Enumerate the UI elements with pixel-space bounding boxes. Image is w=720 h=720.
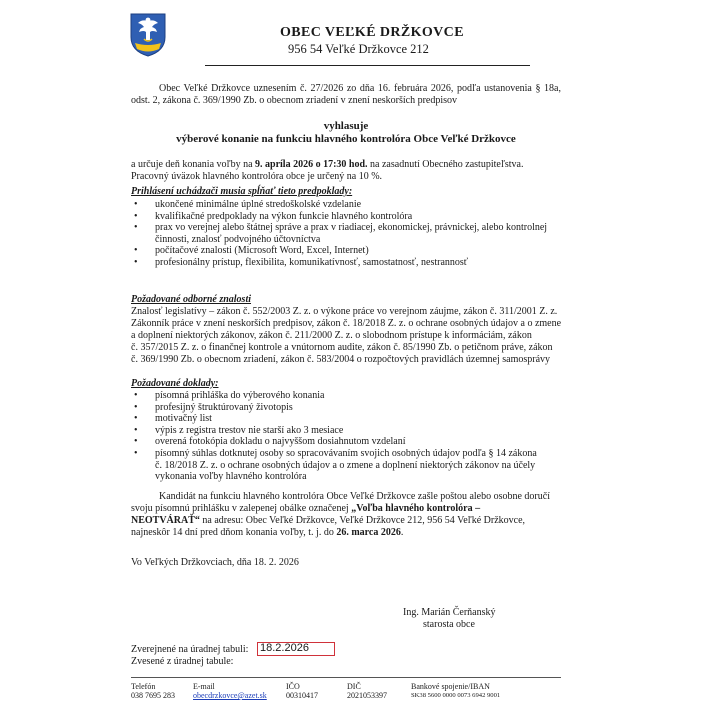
signatory-name: Ing. Marián Čerňanský [403, 607, 496, 618]
knowledge-line: č. 357/2015 Z. z. o finančnej kontrole a vnútornom audite, zákon č. 85/1990 Zb. o petičnom práve, zákon [131, 342, 553, 354]
posted-date-box [257, 642, 335, 656]
knowledge-paragraph [131, 306, 561, 366]
documents-title: Požadované doklady: [131, 378, 219, 389]
footer-phone: Telefón 038 7695 283 [131, 682, 175, 700]
header-divider [205, 65, 530, 66]
footer-bank: Bankové spojenie/IBAN SK38 5600 0000 0073 6942 9001 [411, 682, 501, 699]
list-item: • motivačný list [134, 413, 212, 425]
prerequisites-list [131, 199, 561, 269]
knowledge-line: a doplnení niektorých zákonov, zákon č. 211/2000 Z. z. o slobodnom prístupe k informáciám, zákon [131, 330, 532, 342]
list-item: • profesijný štruktúrovaný životopis [134, 401, 293, 413]
knowledge-line: č. 369/1990 Zb. o obecnom zriadení, zákon č. 583/2004 o rozpočtových pravidlách územnej samosprávy [131, 354, 551, 366]
footer-divider [131, 677, 561, 678]
submission-line: najneskôr 14 dní pred dňom konania voľby, t. j. do 26. marca 2026. [131, 527, 404, 539]
list-item: • písomný súhlas dotknutej osoby so spracovávaním svojich osobných údajov podľa § 14 zákona [134, 447, 537, 459]
list-item: • kvalifikačné predpoklady na výkon funkcie hlavného kontrolóra [134, 210, 413, 222]
list-item: • prax vo verejnej alebo štátnej správe a prax v riadiacej, ekonomickej, právnickej, alebo kontrolnej [134, 222, 548, 234]
election-date-paragraph [131, 159, 561, 183]
intro-paragraph: Obec Veľké Držkovce uznesením č. 27/2026 zo dňa 16. februára 2026, podľa ustanovenia § 18a, odst. 2, zákona č. 369/1990 Zb. o obecnom zriadení v znení neskorších predpisov [131, 83, 561, 107]
footer-email: E-mail obecdrzkovce@azet.sk [193, 682, 267, 700]
list-item: • profesionálny prístup, flexibilita, komunikatívnosť, samostatnosť, nestrannosť [134, 256, 469, 268]
date-post: na zasadnutí Obecného zastupiteľstva. [367, 159, 524, 170]
footer-ico: IČO 00310417 [286, 682, 318, 700]
list-item-continuation: činnosti, znalosť podvojného účtovníctva [155, 233, 321, 245]
list-item: • výpis z registra trestov nie starší ako 3 mesiace [134, 424, 344, 436]
coat-of-arms-icon [130, 13, 166, 57]
email-link[interactable]: obecdrzkovce@azet.sk [193, 691, 267, 700]
prerequisites-title: Prihlásení uchádzači musia spĺňať tieto predpoklady: [131, 186, 353, 197]
election-date: 9. apríla 2026 o 17:30 hod. [255, 159, 368, 170]
announce-verb: vyhlasuje [323, 120, 369, 132]
submission-line: NEOTVÁRAŤ“ na adresu: Obec Veľké Držkovce, Veľké Držkovce 212, 956 54 Veľké Držkovce, [131, 515, 526, 527]
place-date: Vo Veľkých Držkovciach, dňa 18. 2. 2026 [131, 557, 299, 568]
deadline-date: 26. marca 2026 [336, 527, 401, 539]
signatory-role: starosta obce [423, 619, 475, 630]
submission-line: svoju písomnú prihlášku v zalepenej obálke označenej „Voľba hlavného kontrolóra – [131, 503, 481, 515]
list-item-continuation: vykonania voľby hlavného kontrolóra [155, 471, 307, 483]
posted-date: 18.2.2026 [260, 642, 309, 654]
list-item: • ukončené minimálne úplné stredoškolské vzdelanie [134, 199, 362, 210]
documents-list [131, 390, 561, 483]
list-item: • počítačové znalosti (Microsoft Word, Excel, Internet) [134, 245, 369, 257]
knowledge-title: Požadované odborné znalosti [131, 294, 252, 305]
knowledge-line: Zákonník práce v znení neskorších predpisov, zákon č. 18/2018 Z. z. o ochrane osobných údajov a o zmene [131, 318, 562, 330]
footer-dic: DIČ 2021053397 [347, 682, 387, 700]
posted-label: Zverejnené na úradnej tabuli: [131, 644, 249, 655]
date-pre: a určuje deň konania voľby na [131, 159, 256, 170]
list-item-continuation: č. 18/2018 Z. z. o ochrane osobných údajov a o zmene a doplnení niektorých zákonov na účely [155, 459, 536, 471]
list-item: • overená fotokópia dokladu o najvyššom dosiahnutom vzdelaní [134, 436, 406, 448]
workload-line: Pracovný úväzok hlavného kontrolóra obce je určený na 10 %. [131, 171, 383, 183]
removed-label: Zvesené z úradnej tabule: [131, 656, 234, 667]
org-address: 956 54 Veľké Držkovce 212 [288, 42, 429, 56]
announce-title: výberové konanie na funkciu hlavného kontrolóra Obce Veľké Držkovce [176, 133, 516, 145]
knowledge-line: Znalosť legislatívy – zákon č. 552/2003 Z. z. o výkone práce vo verejnom záujme, zákon č. 311/2001 Z. z. [131, 306, 558, 317]
submission-paragraph [131, 491, 561, 539]
org-name: OBEC VEĽKÉ DRŽKOVCE [280, 25, 464, 40]
submission-line: Kandidát na funkciu hlavného kontrolóra Obce Veľké Držkovce zašle poštou alebo osobne doručí [159, 491, 550, 502]
list-item: • písomná prihláška do výberového konania [134, 390, 325, 401]
